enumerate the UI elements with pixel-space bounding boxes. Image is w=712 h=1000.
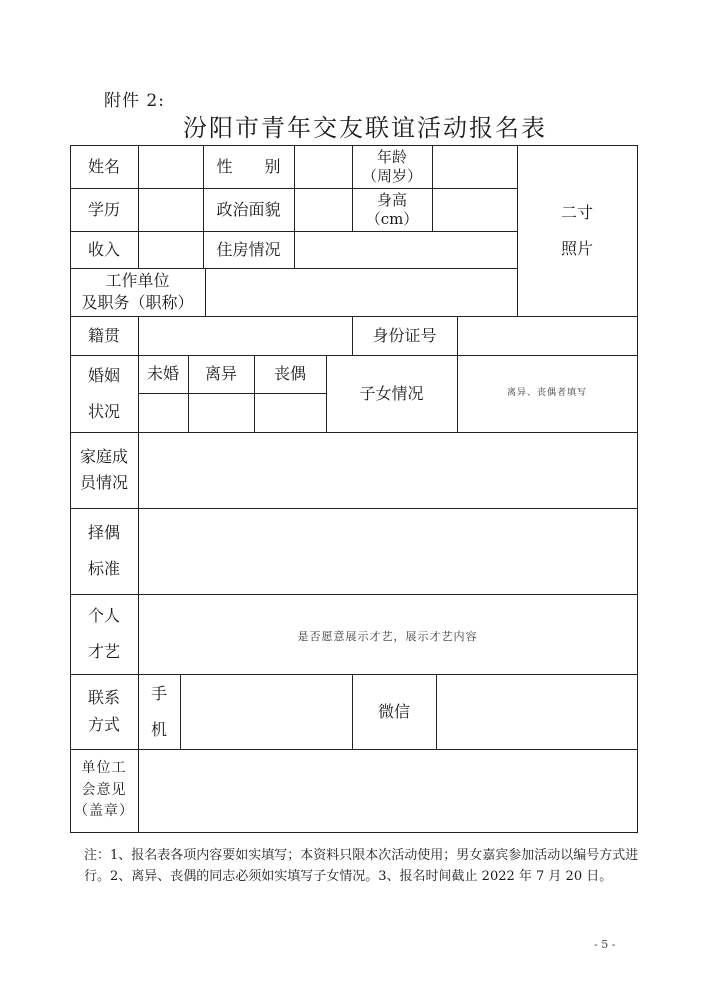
family-members-label bbox=[70, 432, 138, 508]
income-field[interactable] bbox=[138, 231, 203, 268]
union-opinion-label bbox=[70, 749, 138, 832]
attachment-label: 附件 2: bbox=[104, 91, 165, 111]
marital-status-line2: 状况 bbox=[87, 401, 120, 421]
name-label: 姓名 bbox=[87, 156, 120, 176]
mobile-line1: 手 bbox=[150, 683, 167, 703]
mobile-line2: 机 bbox=[150, 719, 167, 739]
table-border-right bbox=[637, 145, 638, 833]
form-title: 汾阳市青年交友联谊活动报名表 bbox=[183, 114, 547, 142]
mate-criteria-field[interactable] bbox=[138, 508, 637, 594]
age-field[interactable] bbox=[432, 145, 517, 188]
height-label bbox=[352, 188, 432, 231]
contact-label bbox=[70, 674, 138, 749]
photo-placeholder[interactable] bbox=[517, 145, 637, 316]
family-members-line1: 家庭成 bbox=[79, 447, 128, 467]
political-status-field[interactable] bbox=[294, 188, 352, 231]
age-label-line2: （周岁） bbox=[361, 166, 422, 185]
work-unit-label-line2: 及职务（职称） bbox=[81, 293, 194, 312]
wechat-field[interactable] bbox=[436, 674, 637, 749]
height-label-line1: 身高 bbox=[376, 190, 407, 209]
political-status-label: 政治面貌 bbox=[216, 199, 281, 219]
children-label: 子女情况 bbox=[359, 383, 424, 403]
mate-criteria-label bbox=[70, 508, 138, 594]
marital-status-label bbox=[70, 355, 138, 432]
mobile-label bbox=[138, 674, 180, 749]
work-unit-field[interactable] bbox=[205, 268, 517, 316]
income-label: 收入 bbox=[87, 239, 120, 259]
union-opinion-line2: 会意见 bbox=[81, 781, 127, 798]
name-field[interactable] bbox=[138, 145, 203, 188]
photo-label-line2: 照片 bbox=[560, 238, 593, 258]
height-field[interactable] bbox=[432, 188, 517, 231]
marital-status-line1: 婚姻 bbox=[87, 365, 120, 385]
housing-field[interactable] bbox=[294, 231, 517, 268]
contact-line2: 方式 bbox=[87, 714, 120, 734]
widowed-label: 丧偶 bbox=[273, 364, 306, 384]
housing-label: 住房情况 bbox=[216, 239, 281, 259]
family-members-line2: 员情况 bbox=[79, 473, 128, 492]
education-label: 学历 bbox=[87, 199, 120, 219]
mate-criteria-line2: 标准 bbox=[87, 559, 120, 578]
mate-criteria-line1: 择偶 bbox=[87, 523, 120, 543]
footnote: 注：1、报名表各项内容要如实填写；本资料只限本次活动使用；男女嘉宾参加活动以编号方式进行。2、离异、丧偶的同志必须如实填写子女情况。3、报名时间截止 2022 年 7 月 20 日。 bbox=[84, 848, 639, 884]
age-label bbox=[352, 145, 432, 188]
children-field[interactable]: 离异、丧偶者填写 bbox=[506, 388, 587, 399]
photo-label-line1: 二寸 bbox=[560, 202, 593, 222]
unmarried-checkbox[interactable] bbox=[138, 393, 188, 432]
height-label-line2: （cm） bbox=[365, 209, 419, 228]
family-members-field[interactable] bbox=[138, 432, 637, 508]
gender-label: 性 别 bbox=[216, 156, 281, 176]
union-opinion-line3: （盖章） bbox=[74, 803, 134, 820]
work-unit-label bbox=[70, 268, 205, 316]
page-number: - 5 - bbox=[594, 938, 616, 951]
wechat-label: 微信 bbox=[377, 701, 410, 721]
talent-label bbox=[70, 594, 138, 674]
native-place-field[interactable] bbox=[138, 316, 352, 355]
talent-line1: 个人 bbox=[87, 606, 120, 626]
union-opinion-line1: 单位工 bbox=[81, 759, 127, 776]
talent-field[interactable]: 是否愿意展示才艺，展示才艺内容 bbox=[297, 629, 478, 643]
age-label-line1: 年龄 bbox=[376, 147, 407, 166]
widowed-checkbox[interactable] bbox=[254, 393, 326, 432]
union-opinion-field[interactable] bbox=[138, 749, 637, 832]
divorced-label: 离异 bbox=[204, 364, 237, 384]
id-number-label: 身份证号 bbox=[372, 325, 437, 345]
education-field[interactable] bbox=[138, 188, 203, 231]
gender-field[interactable] bbox=[294, 145, 352, 188]
contact-line1: 联系 bbox=[87, 688, 120, 708]
work-unit-label-line1: 工作单位 bbox=[105, 271, 170, 291]
native-place-label: 籍贯 bbox=[87, 325, 120, 345]
id-number-field[interactable] bbox=[457, 316, 637, 355]
unmarried-label: 未婚 bbox=[146, 364, 179, 384]
talent-line2: 才艺 bbox=[87, 642, 120, 661]
mobile-field[interactable] bbox=[180, 674, 352, 749]
divorced-checkbox[interactable] bbox=[188, 393, 254, 432]
table-border-bottom bbox=[70, 832, 638, 833]
